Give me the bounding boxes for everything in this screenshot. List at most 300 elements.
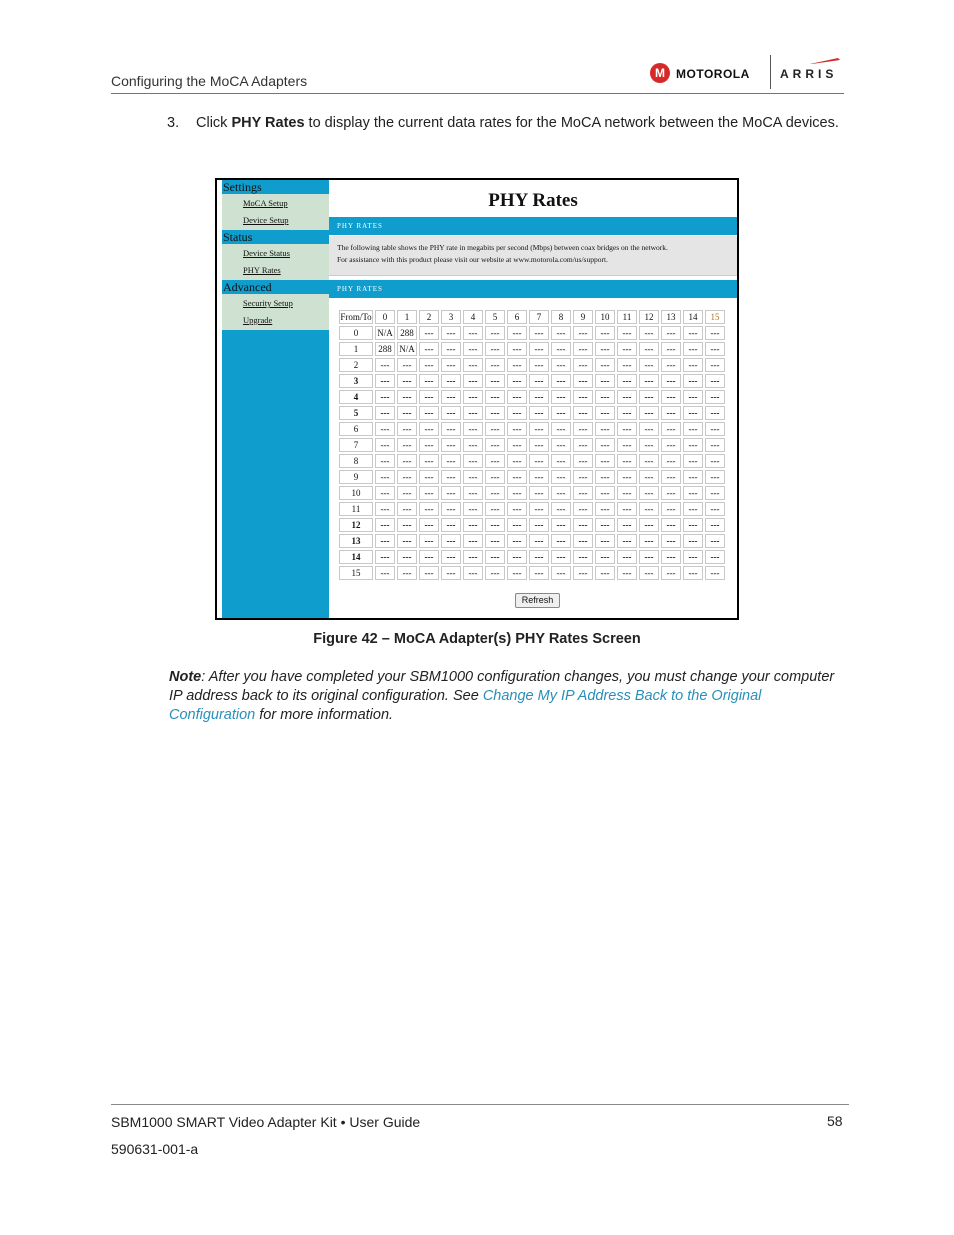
rate-cell: --- (485, 358, 505, 372)
rate-cell: --- (419, 566, 439, 580)
rate-cell: --- (639, 342, 659, 356)
rate-cell: --- (705, 470, 725, 484)
main-panel (329, 180, 737, 618)
rate-cell: --- (683, 502, 703, 516)
rate-cell: --- (375, 422, 395, 436)
rate-cell: --- (705, 406, 725, 420)
column-header: 6 (507, 310, 527, 324)
rate-cell: --- (551, 518, 571, 532)
rate-cell: --- (441, 406, 461, 420)
rate-cell: --- (573, 406, 593, 420)
rate-cell: --- (507, 406, 527, 420)
rate-cell: --- (595, 470, 615, 484)
rate-cell: --- (397, 550, 417, 564)
rate-cell: --- (661, 406, 681, 420)
rate-cell: --- (573, 518, 593, 532)
rate-cell: --- (375, 502, 395, 516)
rate-cell: --- (485, 422, 505, 436)
rate-cell: --- (529, 534, 549, 548)
rate-cell: --- (529, 454, 549, 468)
rate-cell: --- (463, 566, 483, 580)
cross-reference-link[interactable]: Change My IP Address Back to the Original Configuration (169, 688, 762, 723)
rate-cell: --- (419, 422, 439, 436)
rate-cell: --- (595, 550, 615, 564)
table-row (339, 406, 725, 420)
sidebar-nav (222, 180, 329, 618)
rate-cell: --- (507, 550, 527, 564)
row-header: 12 (339, 518, 373, 532)
rate-cell: --- (573, 390, 593, 404)
rate-cell: --- (705, 454, 725, 468)
header-rule (111, 93, 844, 94)
rate-cell: --- (485, 390, 505, 404)
rate-cell: --- (661, 566, 681, 580)
table-row (339, 454, 725, 468)
rate-cell: --- (573, 470, 593, 484)
rate-cell: --- (485, 550, 505, 564)
sidebar-link-device-status[interactable]: Device Status (243, 248, 290, 258)
column-header: 12 (639, 310, 659, 324)
table-row (339, 342, 725, 356)
rate-cell: --- (705, 422, 725, 436)
column-header: 4 (463, 310, 483, 324)
rate-cell: --- (551, 550, 571, 564)
rate-cell: --- (375, 566, 395, 580)
section-header-phy-rates-table: PHY RATES (329, 280, 737, 298)
rate-cell: --- (485, 566, 505, 580)
step-suffix: to display the current data rates for the MoCA network between the MoCA devices. (304, 115, 839, 131)
phy-rates-screenshot (215, 178, 739, 620)
running-header-title: Configuring the MoCA Adapters (111, 73, 308, 89)
sidebar-link-phy-rates[interactable]: PHY Rates (243, 265, 281, 275)
column-header: 11 (617, 310, 637, 324)
table-row (339, 550, 725, 564)
table-row (339, 374, 725, 388)
column-header: 0 (375, 310, 395, 324)
page-title: PHY Rates (488, 190, 578, 211)
table-row (339, 390, 725, 404)
rate-cell: --- (639, 390, 659, 404)
rate-cell: --- (529, 326, 549, 340)
rate-cell: --- (573, 566, 593, 580)
rate-cell: --- (551, 390, 571, 404)
rate-cell: --- (507, 374, 527, 388)
rate-cell: --- (397, 566, 417, 580)
rate-cell: N/A (375, 326, 395, 340)
rate-cell: --- (683, 438, 703, 452)
rate-cell: --- (529, 550, 549, 564)
rate-cell: --- (661, 326, 681, 340)
rate-cell: --- (595, 326, 615, 340)
sidebar-link-security-setup[interactable]: Security Setup (243, 298, 293, 308)
rate-cell: --- (375, 550, 395, 564)
rate-cell: --- (595, 422, 615, 436)
rate-cell: --- (529, 342, 549, 356)
rate-cell: --- (463, 550, 483, 564)
sidebar-links-settings (222, 194, 329, 230)
rate-cell: --- (463, 406, 483, 420)
rate-cell: --- (529, 390, 549, 404)
rate-cell: --- (683, 390, 703, 404)
rate-cell: --- (419, 518, 439, 532)
rate-cell: --- (507, 566, 527, 580)
rate-cell: --- (441, 550, 461, 564)
rate-cell: --- (551, 502, 571, 516)
step-bold-term: PHY Rates (231, 115, 305, 131)
rate-cell: --- (639, 454, 659, 468)
logo-separator (770, 55, 771, 89)
motorola-batwing-icon: M (650, 63, 670, 83)
rate-cell: --- (441, 502, 461, 516)
rate-cell: --- (595, 406, 615, 420)
rate-cell: --- (463, 486, 483, 500)
rate-cell: --- (485, 342, 505, 356)
rate-cell: --- (441, 438, 461, 452)
rate-cell: --- (573, 486, 593, 500)
section-header-phy-rates-info: PHY RATES (329, 217, 737, 235)
row-header: 10 (339, 486, 373, 500)
rate-cell: --- (639, 422, 659, 436)
rate-cell: --- (551, 406, 571, 420)
rate-cell: --- (375, 390, 395, 404)
rate-cell: --- (595, 358, 615, 372)
rate-cell: --- (639, 534, 659, 548)
rate-cell: --- (661, 358, 681, 372)
rate-cell: --- (573, 422, 593, 436)
rate-cell: --- (507, 470, 527, 484)
table-row (339, 566, 725, 580)
rate-cell: --- (529, 406, 549, 420)
rate-cell: --- (595, 438, 615, 452)
row-header: 2 (339, 358, 373, 372)
motorola-wordmark: MOTOROLA (676, 67, 750, 81)
table-row (339, 438, 725, 452)
rate-cell: --- (463, 342, 483, 356)
rate-cell: --- (463, 470, 483, 484)
rate-cell: --- (683, 454, 703, 468)
rate-cell: --- (375, 518, 395, 532)
column-header: 13 (661, 310, 681, 324)
rate-cell: --- (683, 374, 703, 388)
rate-cell: --- (529, 486, 549, 500)
rate-cell: --- (639, 406, 659, 420)
rate-cell: --- (397, 438, 417, 452)
row-header: 15 (339, 566, 373, 580)
rate-cell: --- (705, 390, 725, 404)
note-label: Note (169, 669, 202, 685)
rate-cell: --- (683, 342, 703, 356)
rate-cell: --- (507, 390, 527, 404)
rate-cell: --- (617, 470, 637, 484)
rate-cell: --- (463, 502, 483, 516)
rate-cell: --- (573, 342, 593, 356)
rate-cell: N/A (397, 342, 417, 356)
rate-cell: --- (419, 326, 439, 340)
row-header: 13 (339, 534, 373, 548)
rate-cell: --- (705, 534, 725, 548)
rate-cell: --- (507, 326, 527, 340)
column-header: 7 (529, 310, 549, 324)
rate-cell: --- (551, 534, 571, 548)
table-row (339, 358, 725, 372)
document-number: 590631-001-a (111, 1141, 199, 1157)
rate-cell: --- (375, 454, 395, 468)
table-row (339, 326, 725, 340)
rate-cell: --- (617, 422, 637, 436)
rate-cell: --- (507, 422, 527, 436)
rate-cell: --- (375, 470, 395, 484)
motorola-arris-logo (650, 55, 844, 89)
rate-cell: --- (683, 406, 703, 420)
rate-cell: --- (507, 486, 527, 500)
rate-cell: --- (683, 486, 703, 500)
column-header: 5 (485, 310, 505, 324)
rate-cell: --- (551, 342, 571, 356)
rate-cell: --- (375, 406, 395, 420)
rate-cell: --- (617, 486, 637, 500)
rate-cell: --- (507, 518, 527, 532)
note-text-2: for more information. (255, 707, 394, 723)
step-text (196, 114, 846, 133)
rate-cell: --- (397, 390, 417, 404)
column-header: 2 (419, 310, 439, 324)
rate-cell: --- (639, 326, 659, 340)
rate-cell: --- (551, 566, 571, 580)
rate-cell: --- (705, 550, 725, 564)
row-header: 0 (339, 326, 373, 340)
arris-wordmark: ARRIS (780, 67, 838, 81)
rate-cell: --- (397, 502, 417, 516)
column-header: 14 (683, 310, 703, 324)
rate-cell: --- (441, 390, 461, 404)
sidebar-links-status (222, 244, 329, 280)
rate-cell: --- (705, 566, 725, 580)
rate-cell: --- (441, 518, 461, 532)
rate-cell: --- (397, 518, 417, 532)
rate-cell: --- (463, 422, 483, 436)
rate-cell: --- (639, 518, 659, 532)
rate-cell: --- (485, 518, 505, 532)
rate-cell: --- (595, 374, 615, 388)
rate-cell: --- (661, 422, 681, 436)
rate-cell: --- (705, 342, 725, 356)
rate-cell: --- (661, 390, 681, 404)
rate-cell: --- (485, 534, 505, 548)
rate-cell: --- (463, 390, 483, 404)
table-header-row (339, 310, 725, 324)
rate-cell: --- (529, 438, 549, 452)
step-number: 3. (167, 115, 180, 131)
rate-cell: --- (529, 518, 549, 532)
step-prefix: Click (196, 115, 232, 131)
rate-cell: --- (573, 358, 593, 372)
rate-cell: --- (661, 486, 681, 500)
row-header: 9 (339, 470, 373, 484)
column-header: 9 (573, 310, 593, 324)
sidebar-link-upgrade[interactable]: Upgrade (243, 315, 273, 325)
rate-cell: --- (441, 470, 461, 484)
rate-cell: --- (639, 550, 659, 564)
rate-cell: --- (595, 390, 615, 404)
rate-cell: --- (551, 454, 571, 468)
rate-cell: --- (441, 358, 461, 372)
rate-cell: 288 (375, 342, 395, 356)
rate-cell: --- (683, 422, 703, 436)
rate-cell: --- (551, 422, 571, 436)
rate-cell: --- (617, 406, 637, 420)
rate-cell: --- (397, 454, 417, 468)
rate-cell: --- (639, 438, 659, 452)
rate-cell: --- (375, 534, 395, 548)
rate-cell: --- (507, 438, 527, 452)
rate-cell: --- (573, 502, 593, 516)
rate-cell: --- (661, 502, 681, 516)
rate-cell: --- (419, 470, 439, 484)
rate-cell: --- (551, 486, 571, 500)
rate-cell: --- (683, 358, 703, 372)
figure-caption: Figure 42 – MoCA Adapter(s) PHY Rates Screen (313, 631, 641, 647)
rate-cell: --- (485, 326, 505, 340)
rate-cell: --- (661, 454, 681, 468)
rate-cell: --- (705, 486, 725, 500)
rate-cell: --- (463, 374, 483, 388)
sidebar-section-advanced: Advanced (223, 280, 272, 294)
rate-cell: --- (551, 438, 571, 452)
rate-cell: --- (617, 566, 637, 580)
rate-cell: --- (463, 534, 483, 548)
rate-cell: --- (397, 470, 417, 484)
rate-cell: --- (705, 358, 725, 372)
rate-cell: --- (441, 374, 461, 388)
row-header: 11 (339, 502, 373, 516)
rate-cell: --- (419, 454, 439, 468)
rate-cell: --- (639, 358, 659, 372)
table-row (339, 422, 725, 436)
rate-cell: --- (617, 534, 637, 548)
rate-cell: --- (573, 374, 593, 388)
rate-cell: --- (529, 374, 549, 388)
rate-cell: --- (617, 438, 637, 452)
rate-cell: --- (573, 326, 593, 340)
rate-cell: --- (375, 438, 395, 452)
rate-cell: --- (595, 518, 615, 532)
rate-cell: --- (705, 326, 725, 340)
rate-cell: --- (463, 454, 483, 468)
rate-cell: --- (551, 358, 571, 372)
rate-cell: --- (419, 358, 439, 372)
rate-cell: --- (595, 534, 615, 548)
rate-cell: --- (551, 470, 571, 484)
rate-cell: --- (595, 486, 615, 500)
sidebar-section-settings: Settings (223, 180, 262, 194)
rate-cell: --- (529, 502, 549, 516)
rate-cell: --- (419, 486, 439, 500)
rate-cell: --- (551, 326, 571, 340)
rate-cell: --- (661, 374, 681, 388)
info-line-2: For assistance with this product please visit our website at www.motorola.com/us/support. (337, 255, 608, 264)
rate-cell: --- (639, 486, 659, 500)
rate-cell: --- (683, 518, 703, 532)
rate-cell: --- (419, 390, 439, 404)
rate-cell: --- (639, 502, 659, 516)
column-header: 3 (441, 310, 461, 324)
rate-cell: --- (507, 534, 527, 548)
rate-cell: --- (375, 486, 395, 500)
row-header: 14 (339, 550, 373, 564)
column-header: 1 (397, 310, 417, 324)
rate-cell: --- (661, 518, 681, 532)
rate-cell: --- (705, 438, 725, 452)
rate-cell: --- (573, 454, 593, 468)
info-box (329, 236, 737, 276)
sidebar-link-moca-setup[interactable]: MoCA Setup (243, 198, 288, 208)
rate-cell: --- (485, 438, 505, 452)
sidebar-section-status: Status (223, 230, 253, 244)
rate-cell: --- (419, 550, 439, 564)
rate-cell: --- (441, 534, 461, 548)
rate-cell: --- (419, 406, 439, 420)
rate-cell: --- (419, 438, 439, 452)
page-number: 58 (827, 1113, 843, 1129)
rate-cell: --- (529, 422, 549, 436)
rate-cell: --- (683, 566, 703, 580)
rate-cell: --- (551, 374, 571, 388)
row-header: 5 (339, 406, 373, 420)
rate-cell: --- (507, 358, 527, 372)
sidebar-links-advanced (222, 294, 329, 330)
rate-cell: --- (617, 326, 637, 340)
row-header: 8 (339, 454, 373, 468)
rate-cell: --- (639, 374, 659, 388)
rate-cell: --- (617, 358, 637, 372)
rate-cell: --- (485, 454, 505, 468)
rate-cell: --- (529, 470, 549, 484)
rate-cell: --- (463, 438, 483, 452)
rate-cell: --- (683, 326, 703, 340)
rate-cell: --- (419, 374, 439, 388)
table-row (339, 534, 725, 548)
row-header: 3 (339, 374, 373, 388)
rate-cell: --- (463, 358, 483, 372)
table-row (339, 502, 725, 516)
rate-cell: --- (397, 406, 417, 420)
rate-cell: --- (529, 566, 549, 580)
info-line-1: The following table shows the PHY rate in megabits per second (Mbps) between coax bridges on the network. (337, 243, 668, 252)
rate-cell: --- (485, 406, 505, 420)
refresh-button[interactable]: Refresh (515, 593, 560, 608)
rate-cell: --- (683, 534, 703, 548)
rate-cell: --- (661, 534, 681, 548)
rate-cell: --- (639, 566, 659, 580)
rate-cell: --- (683, 550, 703, 564)
rate-cell: --- (441, 454, 461, 468)
row-header: 7 (339, 438, 373, 452)
rate-cell: --- (595, 454, 615, 468)
rate-cell: --- (617, 374, 637, 388)
rate-cell: --- (617, 342, 637, 356)
rate-cell: --- (485, 470, 505, 484)
rate-cell: --- (441, 486, 461, 500)
rate-cell: --- (441, 326, 461, 340)
table-corner-header: From/To (340, 312, 372, 322)
rate-cell: --- (485, 502, 505, 516)
rate-cell: --- (375, 374, 395, 388)
rate-cell: --- (441, 342, 461, 356)
rate-cell: --- (397, 486, 417, 500)
rate-cell: --- (397, 422, 417, 436)
rate-cell: --- (397, 534, 417, 548)
sidebar-link-device-setup[interactable]: Device Setup (243, 215, 289, 225)
